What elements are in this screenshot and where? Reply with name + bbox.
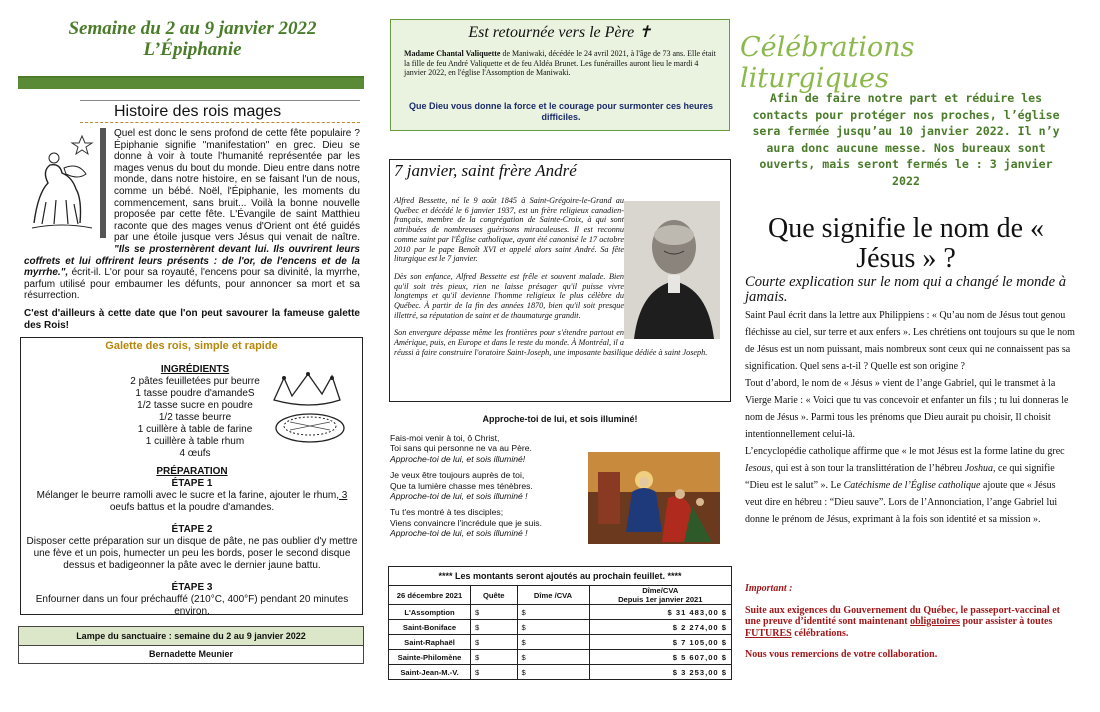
- ingredient-item: 1 tasse poudre d'amandeS: [135, 388, 255, 399]
- celebrations-title: Célébrations liturgiques: [740, 32, 915, 94]
- preparation-heading: PRÉPARATION: [156, 466, 228, 477]
- deceased-name: Madame Chantal Valiquette: [404, 49, 501, 58]
- rois-paragraph-1-end: écrit-il. L'or pour sa royauté, l'encens pour sa divinité, la myrrhe, parfum utilisé pour embaumer les défunts, pour annoncer sa mort et sa résurrection.: [24, 267, 360, 302]
- poem: [390, 433, 590, 545]
- important-paragraph-2: Nous vous remercions de votre collaboration.: [745, 649, 938, 660]
- cross-icon: ✝: [638, 24, 652, 41]
- table-row: Saint-Raphaël $ $ $ 7 105,00 $: [389, 635, 732, 650]
- ingredient-item: 2 pâtes feuilletées pur beurre: [130, 376, 260, 387]
- poem-title: Approche-toi de lui, et sois illuminé!: [482, 414, 638, 424]
- jesus-paragraph-2: Tout d’abord, le nom de « Jésus » vient de l’ange Gabriel, qui le transmet à la Vierge Marie : « Voici que tu vas concevoir et enfanter un fils ; tu lui donneras le nom de Jésus ». Parmi tous les prénoms que Dieu aurait pu choisir, Il choisit intentionnellement celui-là.: [745, 378, 1069, 440]
- andre-title: 7 janvier, saint frère André: [394, 161, 577, 180]
- rois-heading: [80, 100, 360, 123]
- jesus-paragraph-1: Saint Paul écrit dans la lettre aux Philippiens : « Qu’au nom de Jésus tout genou fléchisse au ciel, sur terre et aux enfers ». Les chrétiens ont toujours su que le nom de Jésus est un nom puissant, mais nombreux sont ceux qui ne connaissent pas sa signification. Quel sens a-t-il ? Quelle est son origine ?: [745, 310, 1075, 372]
- rois-heading-text: Histoire des rois mages: [114, 103, 282, 120]
- poem-stanza: Fais-moi venir à toi, ô Christ, Toi sans qui personne ne va au Père. Approche-toi de lui, et sois illuminé!: [390, 433, 532, 464]
- feast-name: L’Épiphanie: [143, 39, 242, 60]
- ingredients-heading: INGRÉDIENTS: [160, 364, 230, 375]
- montants-table: [388, 585, 732, 680]
- ingredient-item: 1 cuillère à table rhum: [145, 436, 245, 447]
- header-divider: [18, 76, 364, 89]
- galette-title: Galette des rois, simple et rapide: [105, 340, 278, 352]
- crown-galette-icon: [268, 370, 348, 450]
- andre-paragraph-2: Dès son enfance, Alfred Bessette est frêle et souvent malade. Bien qu'il soit très pieux, rien ne laisse présager qu'il puisse vivre longtemps et qu'il devienne l'homme religieux le plus célèbre du Québec. À partir de la fin des années 1870, bien qu'il soit presque illettré, sa réputation de saint et de thaumaturge grandit.: [394, 271, 624, 320]
- table-row: Saint-Jean-M.-V. $ $ $ 3 253,00 $: [389, 665, 732, 680]
- jesus-title: Que signifie le nom de « Jésus » ?: [767, 213, 1045, 274]
- table-header-row: 26 décembre 2021 Quête Dîme /CVA Dîme/CVA Depuis 1er janvier 2021: [389, 586, 732, 605]
- step-1-text: Mélanger le beurre ramolli avec le sucre et la farine, ajouter le rhum, 3 oeufs battus et la poudre d'amandes.: [36, 490, 348, 513]
- lampe-label: Lampe du sanctuaire : semaine du 2 au 9 janvier 2022: [18, 626, 364, 646]
- jesus-article: [745, 307, 1075, 528]
- week-title: [20, 18, 365, 60]
- step-3-text: Enfourner dans un four préchauffé (210°C, 400°F) pendant 20 minutes environ.: [35, 594, 349, 617]
- week-dates: Semaine du 2 au 9 janvier 2022: [68, 18, 317, 39]
- important-label: Important :: [745, 583, 793, 594]
- important-notice: [745, 583, 1075, 661]
- table-row: Sainte-Philomène $ $ $ 5 607,00 $: [389, 650, 732, 665]
- ingredient-item: 1/2 tasse beurre: [158, 412, 232, 423]
- step-3-label: ÉTAPE 3: [171, 582, 213, 593]
- table-row: L'Assomption $ $ $ 31 483,00 $: [389, 605, 732, 620]
- rois-paragraph-1: Quel est donc le sens profond de cette fête populaire ? Épiphanie signifie "manifestation" en grec. Dieu se donne à voir à toute l'humanité représentée par les mages venus du bout du monde. Dieu entre dans notre monde, dans notre histoire, en se faisant l'un de nous, comme un bébé. Noël, l'Épiphanie, les moments du commencement, sans bruit... Voilà la bonne nouvelle proposée par cette fête. L'Évangile de saint Matthieu raconte que des mages venus d'Orient ont été guidés par une étoile jusque vers Jésus qui venait de naître.: [114, 128, 360, 244]
- obituary-title: Est retournée vers le Père ✝: [468, 24, 652, 41]
- andre-paragraph-3: Son envergure dépasse même les frontières pour s'étendre partout en Amérique, puis, en Europe et dans le reste du monde. À Montréal, il a réussi à faire construire l'oratoire Saint-Joseph, une imposante basilique dédiée à saint Joseph.: [394, 328, 708, 357]
- ingredient-item: 1/2 tasse sucre en poudre: [137, 400, 253, 411]
- ingredients-block: [110, 364, 280, 460]
- rois-quote: "Ils se prosternèrent devant lui. Ils ouvrirent leurs coffrets et lui offrirent leurs présents : de l'or, de l'encens et de la myrrhe.",: [24, 243, 360, 279]
- celebrations-body: Afin de faire notre part et réduire les contacts pour protéger nos proches, l’église sera fermée jusqu’au 10 janvier 2022. Il n’y aura donc aucune messe. Nos bureaux sont ouverts, mais seront fermés le : 3 janvier 2022: [752, 91, 1060, 188]
- obituary-prayer: Que Dieu vous donne la force et le courage pour surmonter ces heures difficiles.: [408, 101, 714, 122]
- jesus-paragraph-3: L’encyclopédie catholique affirme que « le mot Jésus est la forme latine du grec Iesous, qui est à son tour la translittération de l’hébreu Joshua, ce qui signifie “Dieu est le salut” ». Le Catéchisme de l’Église catholique ajoute que « Jésus veut dire en hébreu : “Dieu sauve”. Lors de l’Annonciation, l’ange Gabriel lui donne le prénom de Jésus, exprimant à la fois son identité et sa mission ».: [745, 446, 1065, 525]
- poem-stanza: Je veux être toujours auprès de toi, Que ta lumière chasse mes ténèbres. Approche-toi de lui, et sois illuminé !: [390, 470, 533, 502]
- epiphany-painting-icon: [588, 452, 720, 544]
- step-2-text: Disposer cette préparation sur un disque de pâte, ne pas oublier d'y mettre une fève et un pois, humecter un peu les bords, poser le second disque dessus et badigeonner la pâte avec le dernier jaune battu.: [26, 536, 358, 571]
- table-row: Saint-Boniface $ $ $ 2 274,00 $: [389, 620, 732, 635]
- jesus-subtitle: Courte explication sur le nom qui a changé le monde à jamais.: [745, 274, 1067, 305]
- preparation-block: [26, 466, 358, 618]
- andre-article: [394, 186, 726, 358]
- step-1-label: ÉTAPE 1: [171, 478, 213, 489]
- step-2-label: ÉTAPE 2: [171, 524, 213, 535]
- ingredient-item: 4 œufs: [179, 448, 211, 459]
- important-paragraph-1: Suite aux exigences du Gouvernement du Québec, le passeport-vaccinal et une preuve d’identité sont maintenant obligatoires pour assister à toutes FUTURES célébrations.: [745, 604, 1060, 639]
- andre-paragraph-1: Alfred Bessette, né le 9 août 1845 à Saint-Grégoire-le-Grand au Québec et décédé le 6 janvier 1937, est un frère religieux canadien-français, membre de la congrégation de Sainte-Croix, à qui sont attribuées de nombreuses guérisons miraculeuses. Il est reconnu comme saint par l'Église catholique, ayant été canonisé le 17 octobre 2010 par le pape Benoît XVI et appelé alors saint André. Sa fête liturgique est le 7 janvier.: [394, 196, 624, 264]
- rois-paragraph-2: C'est d'ailleurs à cette date que l'on peut savourer la fameuse galette des Rois!: [24, 307, 360, 331]
- poem-stanza: Tu t'es montré à tes disciples; Viens convaincre l'incrédule que je suis. Approche-toi de lui, et sois illuminé !: [390, 507, 542, 539]
- rois-article: [24, 128, 360, 331]
- obituary-body: Madame Chantal Valiquette de Maniwaki, décédée le 24 avril 2021, à l'âge de 73 ans. Elle était la fille de feu André Valiquette et de feu Aldéa Brunet. Les funérailles auront lieu le mardi 4 janvier 2022, en l'église l'Assomption de Maniwaki.: [404, 49, 716, 78]
- ingredient-item: 1 cuillère à table de farine: [137, 424, 253, 435]
- lampe-name: Bernadette Meunier: [18, 646, 364, 664]
- montants-title: **** Les montants seront ajoutés au prochain feuillet. ****: [388, 566, 732, 586]
